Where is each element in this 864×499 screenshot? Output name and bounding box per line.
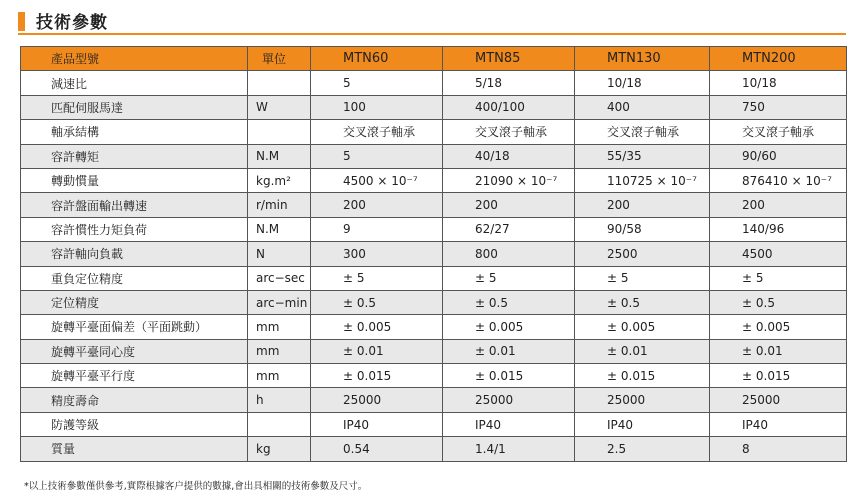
table-row <box>21 412 847 436</box>
table-row <box>21 71 847 95</box>
value-cell: ± 5 <box>575 266 710 290</box>
param-name-cell: 旋轉平臺面偏差（平面跳動） <box>21 315 248 339</box>
value-cell: IP40 <box>311 412 443 436</box>
table-row <box>21 339 847 363</box>
value-cell: 10/18 <box>710 71 847 95</box>
header-cell: 產品型號 <box>21 47 248 71</box>
value-cell: 1.4/1 <box>443 437 575 461</box>
value-cell: ± 0.01 <box>443 339 575 363</box>
header-cell: MTN130 <box>575 47 710 71</box>
table-row <box>21 388 847 412</box>
param-name-cell: 重負定位精度 <box>21 266 248 290</box>
value-cell: 5 <box>311 71 443 95</box>
value-cell: 200 <box>311 193 443 217</box>
table-row <box>21 217 847 241</box>
table-row <box>21 193 847 217</box>
param-name-cell: 精度壽命 <box>21 388 248 412</box>
param-name-cell: 容許盤面輸出轉速 <box>21 193 248 217</box>
value-cell: 2.5 <box>575 437 710 461</box>
param-name-cell: 減速比 <box>21 71 248 95</box>
value-cell: 21090 × 10⁻⁷ <box>443 168 575 192</box>
value-cell: ± 0.5 <box>575 290 710 314</box>
value-cell: 9 <box>311 217 443 241</box>
table-header-row <box>21 47 847 71</box>
table-row <box>21 266 847 290</box>
header-cell: MTN200 <box>710 47 847 71</box>
value-cell: 交叉滾子軸承 <box>311 120 443 144</box>
value-cell: 200 <box>443 193 575 217</box>
value-cell: ± 0.01 <box>575 339 710 363</box>
section-header <box>18 6 846 35</box>
table-row <box>21 290 847 314</box>
unit-cell: N <box>248 242 311 266</box>
value-cell: 2500 <box>575 242 710 266</box>
param-name-cell: 容許軸向負載 <box>21 242 248 266</box>
value-cell: ± 0.01 <box>710 339 847 363</box>
value-cell: ± 5 <box>443 266 575 290</box>
value-cell: 10/18 <box>575 71 710 95</box>
unit-cell: kg <box>248 437 311 461</box>
page-title: 技術參數 <box>36 13 108 33</box>
value-cell: 8 <box>710 437 847 461</box>
value-cell: IP40 <box>575 412 710 436</box>
footnote: *以上技術參數僅供參考,實際根據客户提供的數據,會出具相關的技術參數及尺寸。 <box>24 481 368 492</box>
value-cell: 750 <box>710 95 847 119</box>
value-cell: 55/35 <box>575 144 710 168</box>
value-cell: 300 <box>311 242 443 266</box>
value-cell: 5/18 <box>443 71 575 95</box>
unit-cell: arc−sec <box>248 266 311 290</box>
table-row <box>21 364 847 388</box>
value-cell: 25000 <box>575 388 710 412</box>
unit-cell: h <box>248 388 311 412</box>
unit-cell: W <box>248 95 311 119</box>
table-body <box>21 71 847 461</box>
value-cell: ± 0.005 <box>710 315 847 339</box>
param-name-cell: 防護等級 <box>21 412 248 436</box>
value-cell: 交叉滾子軸承 <box>575 120 710 144</box>
value-cell: 4500 × 10⁻⁷ <box>311 168 443 192</box>
value-cell: 4500 <box>710 242 847 266</box>
param-name-cell: 容許轉矩 <box>21 144 248 168</box>
unit-cell: mm <box>248 315 311 339</box>
table-row <box>21 95 847 119</box>
value-cell: ± 0.5 <box>443 290 575 314</box>
value-cell: 交叉滾子軸承 <box>443 120 575 144</box>
unit-cell: arc−min <box>248 290 311 314</box>
table-row <box>21 437 847 461</box>
value-cell: 交叉滾子軸承 <box>710 120 847 144</box>
table-row <box>21 120 847 144</box>
param-name-cell: 容許慣性力矩負荷 <box>21 217 248 241</box>
value-cell: 200 <box>575 193 710 217</box>
value-cell: ± 0.005 <box>575 315 710 339</box>
unit-cell: N.M <box>248 217 311 241</box>
value-cell: 90/60 <box>710 144 847 168</box>
table-row <box>21 168 847 192</box>
param-name-cell: 匹配伺服馬達 <box>21 95 248 119</box>
value-cell: 25000 <box>311 388 443 412</box>
value-cell: 90/58 <box>575 217 710 241</box>
value-cell: ± 0.015 <box>443 364 575 388</box>
param-name-cell: 轉動慣量 <box>21 168 248 192</box>
value-cell: ± 5 <box>311 266 443 290</box>
unit-cell: mm <box>248 339 311 363</box>
unit-cell: mm <box>248 364 311 388</box>
unit-cell <box>248 120 311 144</box>
param-name-cell: 質量 <box>21 437 248 461</box>
value-cell: ± 0.015 <box>311 364 443 388</box>
value-cell: 40/18 <box>443 144 575 168</box>
value-cell: ± 0.5 <box>311 290 443 314</box>
unit-cell <box>248 71 311 95</box>
value-cell: ± 5 <box>710 266 847 290</box>
table-row <box>21 315 847 339</box>
value-cell: 25000 <box>443 388 575 412</box>
param-name-cell: 旋轉平臺同心度 <box>21 339 248 363</box>
table-row <box>21 144 847 168</box>
param-name-cell: 旋轉平臺平行度 <box>21 364 248 388</box>
spec-table <box>20 46 847 462</box>
unit-cell: N.M <box>248 144 311 168</box>
unit-cell: r/min <box>248 193 311 217</box>
value-cell: 400/100 <box>443 95 575 119</box>
unit-cell: kg.m² <box>248 168 311 192</box>
title-accent-bar <box>18 12 25 31</box>
header-cell: MTN60 <box>311 47 443 71</box>
param-name-cell: 定位精度 <box>21 290 248 314</box>
param-name-cell: 軸承結構 <box>21 120 248 144</box>
value-cell: ± 0.005 <box>443 315 575 339</box>
value-cell: IP40 <box>443 412 575 436</box>
value-cell: 62/27 <box>443 217 575 241</box>
header-cell: MTN85 <box>443 47 575 71</box>
value-cell: ± 0.01 <box>311 339 443 363</box>
value-cell: 400 <box>575 95 710 119</box>
value-cell: 0.54 <box>311 437 443 461</box>
value-cell: ± 0.015 <box>575 364 710 388</box>
unit-cell <box>248 412 311 436</box>
header-cell: 單位 <box>248 47 311 71</box>
table-row <box>21 242 847 266</box>
value-cell: 100 <box>311 95 443 119</box>
value-cell: IP40 <box>710 412 847 436</box>
value-cell: 200 <box>710 193 847 217</box>
value-cell: 140/96 <box>710 217 847 241</box>
value-cell: ± 0.015 <box>710 364 847 388</box>
value-cell: 800 <box>443 242 575 266</box>
value-cell: 110725 × 10⁻⁷ <box>575 168 710 192</box>
value-cell: ± 0.5 <box>710 290 847 314</box>
value-cell: 876410 × 10⁻⁷ <box>710 168 847 192</box>
value-cell: ± 0.005 <box>311 315 443 339</box>
value-cell: 25000 <box>710 388 847 412</box>
value-cell: 5 <box>311 144 443 168</box>
